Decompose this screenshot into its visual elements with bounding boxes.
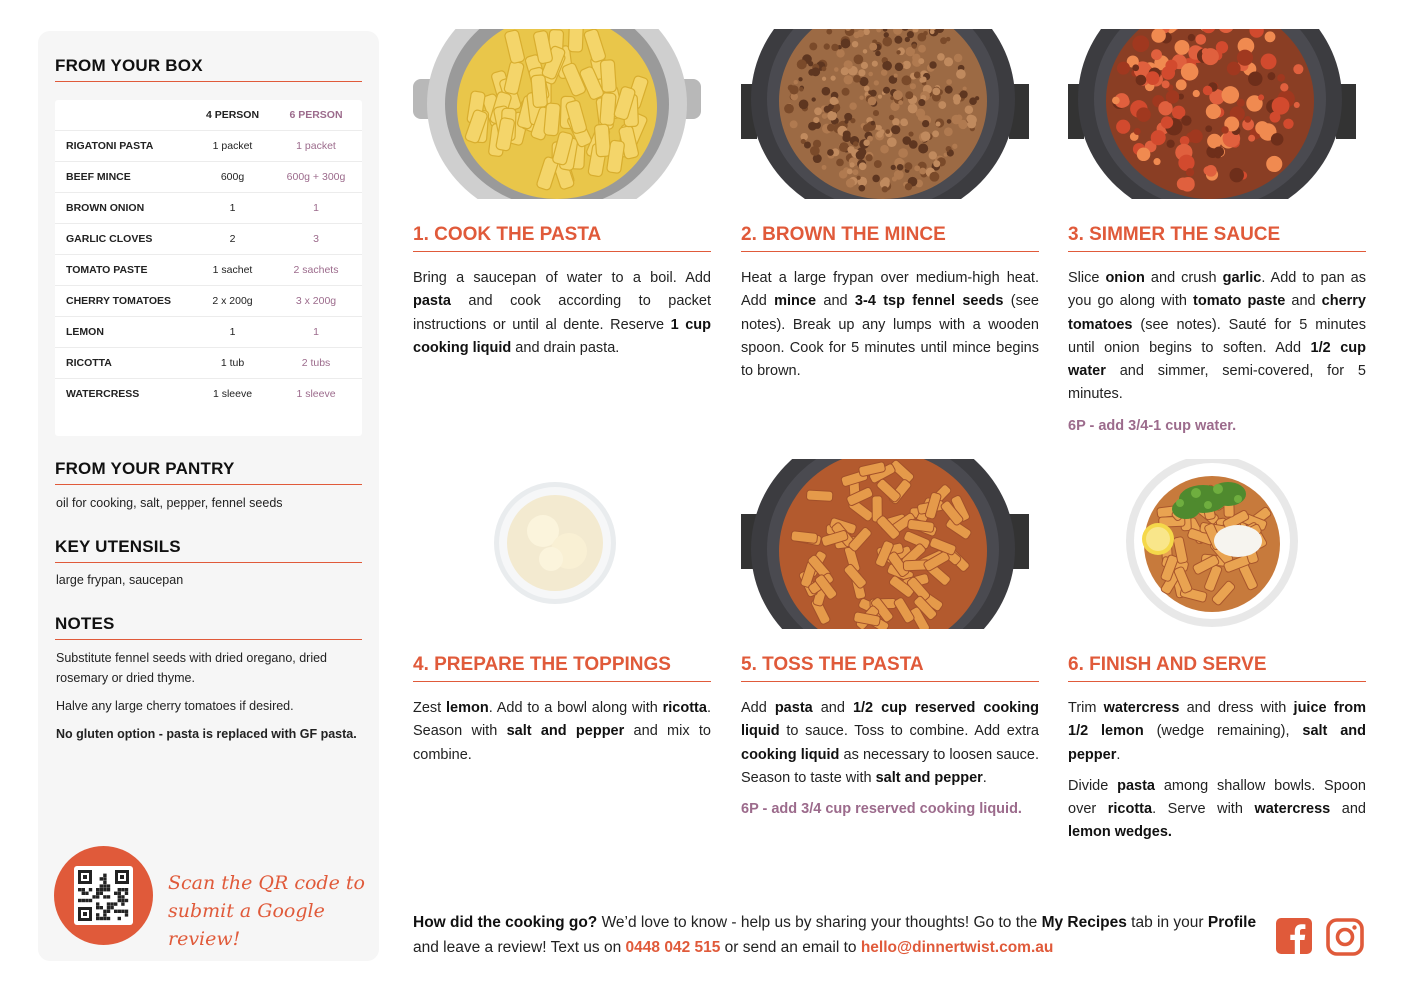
table-row [55,192,362,223]
note-2: Halve any large cherry tomatoes if desired. [56,699,294,713]
qr-code-icon[interactable] [74,866,133,925]
step-5-image [741,459,1029,629]
step-4-title: 4. PREPARE THE TOPPINGS [413,654,711,682]
step-2-title: 2. BROWN THE MINCE [741,224,1039,252]
ingredient-name: BEEF MINCE [55,161,195,192]
note-1: Substitute fennel seeds with dried oregano, dried rosemary or dried thyme. [56,651,328,685]
ingredient-name: RIGATONI PASTA [55,130,195,161]
step-6-image [1068,459,1356,629]
ingredient-4-person: 1 tub [195,347,270,378]
step-1-body: Bring a saucepan of water to a boil. Add pasta and cook according to packet instructions or until al dente. Reserve 1 cup cooking liquid and drain pasta. [413,270,712,356]
step-1-title: 1. COOK THE PASTA [413,224,711,252]
step-4-body: Zest lemon. Add to a bowl along with ricotta. Season with salt and pepper and mix to combine. [413,700,711,763]
step-1-image [413,29,701,199]
ingredient-name: WATERCRESS [55,378,195,409]
utensils-title: KEY UTENSILS [55,537,362,563]
ingredient-4-person: 1 [195,316,270,347]
ingredient-4-person: 1 packet [195,130,270,161]
instagram-icon[interactable] [1326,918,1364,956]
step-6-title: 6. FINISH AND SERVE [1068,654,1366,682]
ingredient-6-person: 1 [270,316,362,347]
ingredient-6-person: 1 packet [270,130,362,161]
step-3-image [1068,29,1356,199]
ingredients-table [55,100,362,409]
ingredient-4-person: 2 x 200g [195,285,270,316]
box-title: FROM YOUR BOX [55,56,362,82]
ingredient-name: TOMATO PASTE [55,254,195,285]
email-link[interactable]: hello@dinnertwist.com.au [860,939,1054,956]
table-row [55,130,362,161]
ingredient-6-person: 600g + 300g [270,161,362,192]
ingredient-name: RICOTTA [55,347,195,378]
table-row [55,254,362,285]
ingredient-name: BROWN ONION [55,192,195,223]
ingredients-sidebar [38,31,379,961]
pantry-text: oil for cooking, salt, pepper, fennel seeds [56,496,283,510]
step-4-image [413,459,701,629]
step-2-body: Heat a large frypan over medium-high heat. Add mince and 3-4 tsp fennel seeds (see notes). Break up any lumps with a wooden spoon. Cook for 5 minutes until mince begins to brown. [741,270,1039,380]
ingredient-6-person: 2 tubs [270,347,362,378]
qr-caption: Scan the QR code to submit a Google review! [168,872,365,950]
table-row [55,316,362,347]
phone-link[interactable]: 0448 042 515 [625,939,721,956]
ingredient-name: GARLIC CLOVES [55,223,195,254]
notes-title: NOTES [55,614,362,640]
step-3-title: 3. SIMMER THE SAUCE [1068,224,1366,252]
ingredient-6-person: 2 sachets [270,254,362,285]
ingredient-4-person: 1 [195,192,270,223]
table-row [55,285,362,316]
ingredient-4-person: 600g [195,161,270,192]
table-row [55,223,362,254]
ingredient-6-person: 1 [270,192,362,223]
step-5-title: 5. TOSS THE PASTA [741,654,1039,682]
step-6-body: Trim watercress and dress with juice from 1/2 lemon (wedge remaining), salt and pepper. Divide pasta among shallow bowls. Spoon over ricotta. Serve with watercress and lemon wedges. [1068,700,1366,841]
ingredients-table-card [55,100,362,436]
step-3-body: Slice onion and crush garlic. Add to pan as you go along with tomato paste and cherry tomatoes (see notes). Sauté for 5 minutes until onion begins to soften. Add 1/2 cup water and simmer, semi-covered, for 5 minutes. 6P - add 3/4-1 cup water. [1068,267,1366,446]
col-4-person: 4 PERSON [205,108,260,121]
facebook-icon[interactable] [1276,918,1314,956]
ingredient-6-person: 3 x 200g [270,285,362,316]
col-6-person: 6 PERSON [289,108,343,121]
step-5-6p-note: 6P - add 3/4 cup reserved cooking liquid. [741,801,1022,818]
ingredient-4-person: 1 sachet [195,254,270,285]
ingredient-4-person: 2 [195,223,270,254]
footer-review-text: How did the cooking go? We’d love to know - help us by sharing your thoughts! Go to the My Recipes tab in your Profile and leave a review! Text us on 0448 042 515 or send an email to hello@dinnertwist.com.au [413,914,1257,956]
step-5-body: Add pasta and 1/2 cup reserved cooking liquid to sauce. Toss to combine. Add extra cooking liquid as necessary to loosen sauce. Season to taste with salt and pepper. 6P - add 3/4 cup reserved cooking liquid. [741,697,1039,829]
qr-badge [54,846,153,945]
ingredient-name: CHERRY TOMATOES [55,285,195,316]
step-2-image [741,29,1029,199]
ingredient-6-person: 1 sleeve [270,378,362,409]
ingredient-6-person: 3 [270,223,362,254]
ingredient-name: LEMON [55,316,195,347]
pantry-title: FROM YOUR PANTRY [55,459,362,485]
table-row [55,378,362,409]
ingredient-4-person: 1 sleeve [195,378,270,409]
note-3: No gluten option - pasta is replaced with GF pasta. [56,727,357,741]
table-row [55,347,362,378]
step-3-6p-note: 6P - add 3/4-1 cup water. [1068,417,1237,434]
table-row [55,161,362,192]
table-header-row [55,100,362,130]
utensils-text: large frypan, saucepan [56,573,184,587]
